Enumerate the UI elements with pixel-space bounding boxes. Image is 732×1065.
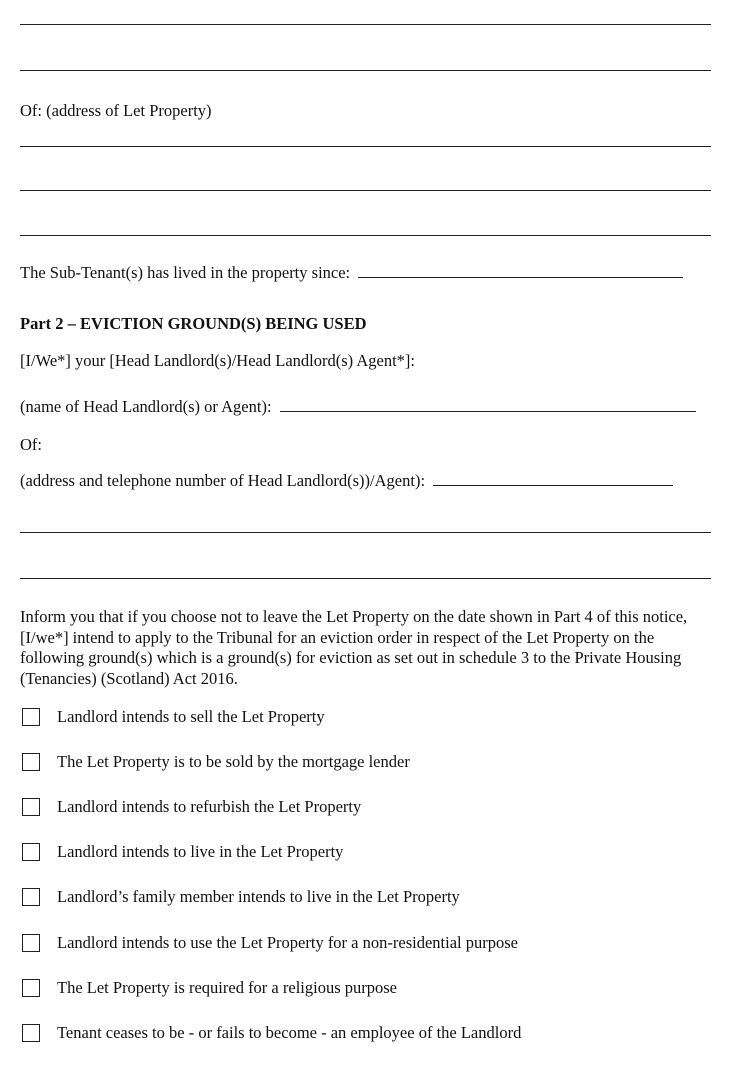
landlord-address-field[interactable]	[433, 471, 673, 486]
ground-label: The Let Property is to be sold by the mortgage lender	[57, 752, 410, 771]
sub-tenant-since-row	[20, 263, 683, 283]
ground-label: Landlord intends to sell the Let Property	[57, 707, 325, 726]
inform-paragraph: Inform you that if you choose not to leave the Let Property on the date shown in Part 4 of this notice, [I/we*] intend to apply to the Tribunal for an eviction order in respect of the Let Property on the following ground(s) which is a ground(s) for eviction as set out in schedule 3 to the Private Housing (Tenancies) (Scotland) Act 2016.	[20, 607, 688, 688]
landlord-address-line-1[interactable]	[20, 532, 711, 533]
ground-label: Landlord intends to refurbish the Let Property	[57, 797, 362, 816]
ground-checkbox[interactable]	[22, 753, 40, 771]
ground-label: Landlord intends to live in the Let Property	[57, 842, 344, 861]
ground-label: Landlord’s family member intends to live in the Let Property	[57, 887, 460, 906]
landlord-address-row	[20, 471, 673, 491]
ground-checkbox[interactable]	[22, 708, 40, 726]
ground-checkbox[interactable]	[22, 1024, 40, 1042]
ground-checkbox[interactable]	[22, 888, 40, 906]
ground-option[interactable]	[22, 1022, 521, 1044]
of-label: Of:	[20, 435, 42, 454]
answer-line-1[interactable]	[20, 24, 711, 25]
ground-checkbox[interactable]	[22, 979, 40, 997]
landlord-name-label: (name of Head Landlord(s) or Agent):	[20, 397, 272, 416]
answer-line-2[interactable]	[20, 70, 711, 71]
ground-option[interactable]	[22, 932, 518, 954]
landlord-address-label: (address and telephone number of Head Landlord(s))/Agent):	[20, 471, 426, 490]
address-line-2[interactable]	[20, 190, 711, 191]
landlord-name-row	[20, 397, 696, 417]
ground-label: Landlord intends to use the Let Property for a non-residential purpose	[57, 933, 518, 952]
ground-option[interactable]	[22, 706, 325, 728]
your-landlord-line: [I/We*] your [Head Landlord(s)/Head Landlord(s) Agent*]:	[20, 351, 415, 370]
address-line-3[interactable]	[20, 235, 711, 236]
ground-option[interactable]	[22, 751, 410, 773]
part2-heading: Part 2 – EVICTION GROUND(S) BEING USED	[20, 314, 367, 333]
landlord-name-field[interactable]	[280, 397, 696, 412]
address-line-1[interactable]	[20, 146, 711, 147]
ground-label: Tenant ceases to be - or fails to become - an employee of the Landlord	[57, 1023, 522, 1042]
ground-option[interactable]	[22, 841, 343, 863]
ground-checkbox[interactable]	[22, 843, 40, 861]
ground-label: The Let Property is required for a religious purpose	[57, 978, 397, 997]
ground-option[interactable]	[22, 977, 397, 999]
ground-checkbox[interactable]	[22, 798, 40, 816]
ground-option[interactable]	[22, 796, 361, 818]
ground-option[interactable]	[22, 886, 460, 908]
sub-tenant-since-field[interactable]	[358, 263, 683, 278]
address-label: Of: (address of Let Property)	[20, 101, 212, 120]
landlord-address-line-2[interactable]	[20, 578, 711, 579]
ground-checkbox[interactable]	[22, 934, 40, 952]
sub-tenant-since-label: The Sub-Tenant(s) has lived in the property since:	[20, 263, 351, 282]
